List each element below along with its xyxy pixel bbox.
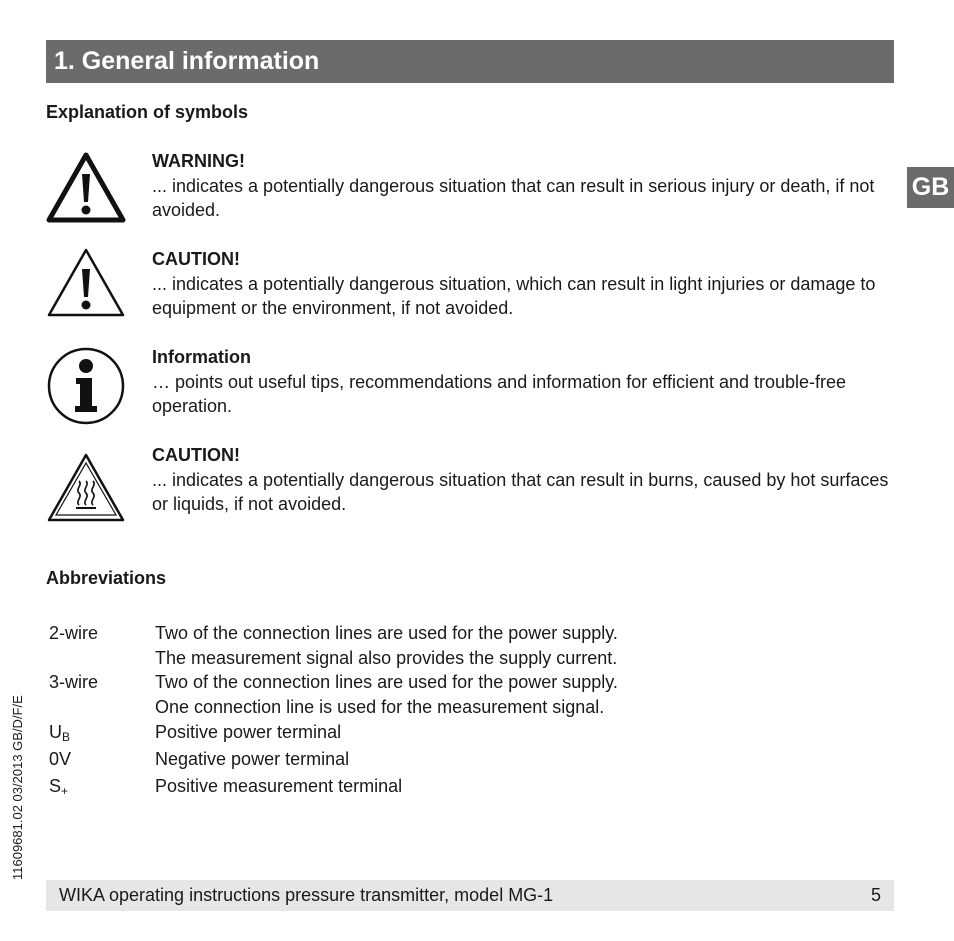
abbreviation-definition: Positive measurement terminal — [155, 776, 403, 796]
section-title: 1. General information — [46, 40, 894, 83]
term-main: S — [49, 776, 62, 796]
symbol-description: ... indicates a potentially dangerous situation, which can result in light injuries or damage to equipment or the environment, if not avoided. — [152, 273, 876, 318]
abbreviation-term — [49, 720, 149, 750]
abbreviation-term — [49, 774, 149, 804]
abbreviation-term: 3-wire — [49, 672, 99, 692]
abbreviation-definition: Two of the connection lines are used for the power supply. — [155, 623, 618, 643]
abbreviation-definition: Two of the connection lines are used for the power supply. — [155, 672, 618, 692]
caution-triangle-icon — [46, 247, 126, 318]
symbol-title: Information — [152, 347, 251, 367]
abbreviation-definition: Positive power terminal — [155, 722, 342, 742]
symbol-caution — [152, 247, 892, 321]
abbreviation-definition: Negative power terminal — [155, 749, 350, 769]
warning-triangle-icon — [46, 152, 126, 223]
symbol-description: ... indicates a potentially dangerous situation that can result in burns, caused by hot surfaces or liquids, if not avoided. — [152, 469, 889, 514]
hot-surface-icon — [46, 452, 126, 523]
language-tab: GB — [907, 167, 954, 208]
symbol-warning — [152, 149, 892, 223]
symbol-hot-surface — [152, 443, 892, 517]
footer-text: WIKA operating instructions pressure transmitter, model MG-1 — [59, 885, 554, 905]
abbreviation-term: 2-wire — [49, 623, 99, 643]
term-subscript: + — [61, 784, 69, 798]
term-subscript: B — [62, 730, 71, 744]
page-footer — [46, 880, 894, 911]
abbreviation-term: 0V — [49, 749, 72, 769]
abbreviation-definition: One connection line is used for the measurement signal. — [155, 696, 605, 717]
symbol-description: ... indicates a potentially dangerous situation that can result in serious injury or death, if not avoided. — [152, 175, 875, 220]
symbols-heading: Explanation of symbols — [46, 102, 249, 122]
abbreviations-heading: Abbreviations — [46, 568, 167, 588]
information-icon — [46, 346, 126, 426]
document-code: 11609681.02 03/2013 GB/D/F/E — [10, 695, 25, 880]
symbol-title: WARNING! — [152, 151, 245, 171]
symbol-description: … points out useful tips, recommendations and information for efficient and trouble-free operation. — [152, 371, 847, 416]
symbol-title: CAUTION! — [152, 445, 240, 465]
page-number: 5 — [870, 885, 881, 905]
abbreviation-definition: The measurement signal also provides the supply current. — [155, 647, 618, 668]
symbol-title: CAUTION! — [152, 249, 240, 269]
symbol-information — [152, 345, 892, 419]
term-main: U — [49, 722, 62, 742]
